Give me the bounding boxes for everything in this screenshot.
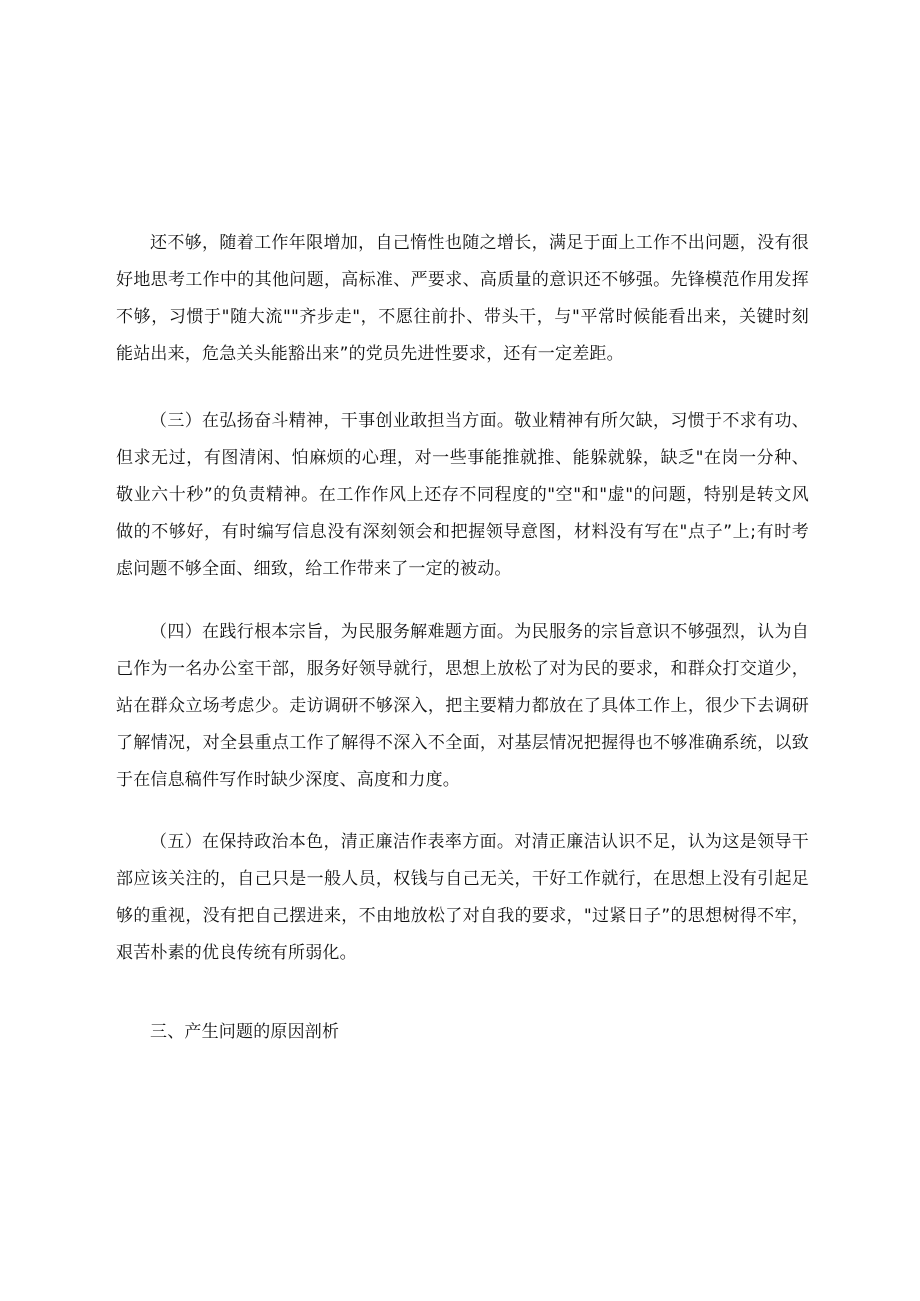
body-paragraph-section-4: （四）在践行根本宗旨，为民服务解难题方面。为民服务的宗旨意识不够强烈，认为自己作为一名办公室干部，服务好领导就行，思想上放松了对为民的要求，和群众打交道少，站在群众立场考虑少。走访调研不够深入，把主要精力都放在了具体工作上，很少下去调研了解情况，对全县重点工作了解得不深入不全面，对基层情况把握得也不够准确系统，以致于在信息稿件写作时缺少深度、高度和力度。 (116, 622, 809, 790)
body-paragraph-section-5: （五）在保持政治本色，清正廉洁作表率方面。对清正廉洁认识不足，认为这是领导干部应该关注的，自己只是一般人员，权钱与自己无关，干好工作就行，在思想上没有引起足够的重视，没有把自己摆进来，不由地放松了对自我的要求，"过紧日子”的思想树得不牢，艰苦朴素的优良传统有所弱化。 (116, 832, 809, 963)
section-heading: 三、产生问题的原因剖析 (150, 1022, 340, 1042)
body-paragraph-continued: 还不够，随着工作年限增加，自己惰性也随之增长，满足于面上工作不出问题，没有很好地思考工作中的其他问题，高标准、严要求、高质量的意识还不够强。先锋模范作用发挥不够，习惯于"随大流""齐步走"，不愿往前扑、带头干，与"平常时候能看出来，关键时刻能站出来，危急关头能豁出来”的党员先进性要求，还有一定差距。 (116, 233, 809, 364)
body-paragraph-section-3: （三）在弘扬奋斗精神，干事创业敢担当方面。敬业精神有所欠缺，习惯于不求有功、但求无过，有图清闲、怕麻烦的心理，对一些事能推就推、能躲就躲，缺乏"在岗一分种、敬业六十秒”的负责精神。在工作作风上还存不同程度的"空"和"虚"的问题，特别是转文风做的不够好，有时编写信息没有深刻领会和把握领导意图，材料没有写在"点子”上;有时考虑问题不够全面、细致，给工作带来了一定的被动。 (116, 411, 809, 579)
